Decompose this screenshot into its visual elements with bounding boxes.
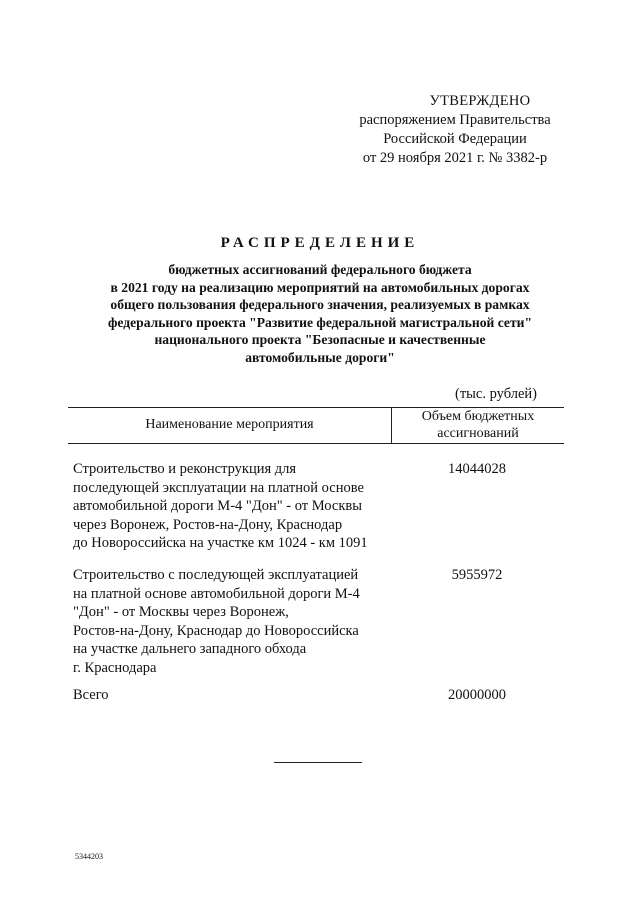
row-amount: 5955972 [451, 567, 503, 583]
approval-date-number: от 29 ноября 2021 г. № 3382-р [362, 150, 548, 166]
subtitle-line: автомобильные дороги" [245, 349, 395, 365]
row-name-line: "Дон" - от Москвы через Воронеж, [73, 604, 289, 621]
header-amount [392, 408, 564, 442]
row-name-line: Строительство и реконструкция для [73, 461, 297, 477]
total-label [73, 686, 393, 705]
total-amount: 20000000 [448, 687, 506, 703]
subtitle-line: в 2021 году на реализацию мероприятий на автомобильных дорогах [110, 279, 530, 295]
subtitle-line: бюджетных ассигнований федерального бюджета [168, 262, 472, 277]
subtitle-line: федерального проекта "Развитие федеральной магистральной сети" [107, 314, 533, 330]
row-name-line: через Воронеж, Ростов-на-Дону, Краснодар [73, 516, 343, 533]
header-amount-line: ассигнований [437, 426, 519, 441]
subtitle-line: национального проекта "Безопасные и качественные [154, 332, 486, 347]
approval-block [340, 92, 570, 168]
document-number: 5344203 [75, 852, 103, 861]
header-name: Наименование мероприятия [145, 417, 314, 432]
row-name-line: Всего [73, 687, 109, 703]
row-name [73, 566, 393, 678]
row-name-line: последующей эксплуатации на платной основе [73, 479, 364, 496]
table-header-rule [68, 443, 564, 444]
approval-line: распоряжением Правительства [359, 112, 551, 128]
row-amount: 14044028 [448, 461, 506, 477]
approval-line: Российской Федерации [383, 131, 527, 147]
row-name-line: автомобильной дороги М-4 "Дон" - от Москвы [73, 498, 362, 515]
header-amount-line: Объем бюджетных [421, 409, 535, 424]
row-name-line: на платной основе автомобильной дороги М-4 [73, 585, 360, 602]
subtitle-line: общего пользования федерального значения, реализуемых в рамках [110, 297, 530, 312]
row-name-line: до Новороссийска на участке км 1024 - км 1091 [73, 535, 368, 552]
row-name [73, 460, 393, 553]
units-label: (тыс. рублей) [455, 386, 537, 402]
row-name-line: г. Краснодара [73, 659, 157, 676]
row-name-line: Ростов-на-Дону, Краснодар до Новороссийска [73, 622, 359, 639]
row-name-line: Строительство с последующей эксплуатацией [73, 567, 359, 583]
approval-heading: УТВЕРЖДЕНО [429, 93, 531, 109]
end-separator [274, 762, 362, 763]
row-name-line: на участке дальнего западного обхода [73, 641, 307, 658]
document-title: РАСПРЕДЕЛЕНИЕ [220, 235, 420, 251]
document-subtitle [60, 261, 580, 366]
